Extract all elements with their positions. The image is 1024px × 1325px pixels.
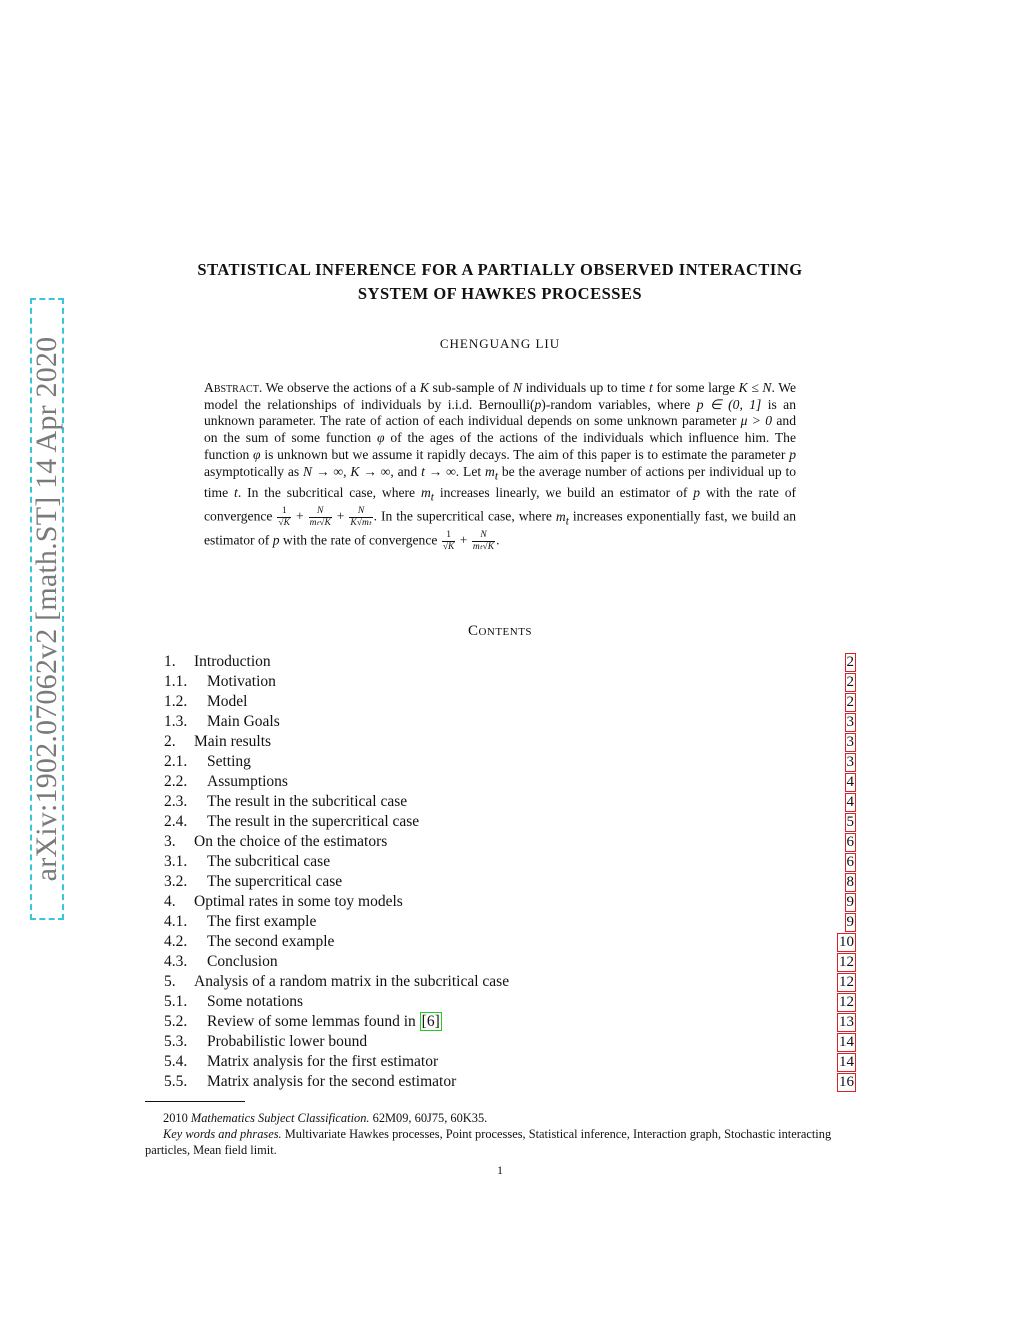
toc-page-link[interactable]: 3 bbox=[846, 714, 854, 730]
toc-page-link[interactable]: 14 bbox=[839, 1054, 854, 1070]
toc-number: 1. bbox=[164, 653, 176, 670]
toc-title: Some notations bbox=[207, 993, 304, 1010]
toc-page-link[interactable]: 12 bbox=[839, 974, 854, 990]
abstract-label: Abstract. bbox=[204, 380, 263, 395]
toc-page-link[interactable]: 8 bbox=[846, 874, 854, 890]
abstract: Abstract. We observe the actions of a K sub-sample of N individuals up to time t for some large K ≤ N. We model the relationships of individuals by i.i.d. Bernoulli(p)-random variables, where p ∈ (0, 1] is an unknown parameter. The rate of action of each individual depends on some unknown parameter μ > 0 and on the sum of some function φ of the ages of the actions of the individuals which influence him. The function φ is unknown but we assume it rapidly decays. The aim of this paper is to estimate the parameter p asymptotically as N → ∞, K → ∞, and t → ∞. Let $m_t$ be the average number of actions per individual up to time t. In the subcritical case, where $m_t$ increases linearly, we build an estimator of p with the rate of convergence $\frac{1}{√K}$ + $\frac{N}{\text{mₜ√K}}$ + $\frac{N}{\text{K√mₜ}}$ . In the supercritical case, where $m_t$ increases exponentially fast, we build an estimator of p with the rate of convergence $\frac{1}{√K}$ + $\frac{N}{\text{mₜ√K}}$ . bbox=[204, 380, 797, 553]
toc-page-link[interactable]: 14 bbox=[839, 1034, 854, 1050]
toc-number: 3.1. bbox=[164, 853, 188, 870]
rate-frac-1: $\frac{1}{√K}$ bbox=[278, 506, 290, 529]
toc-entry[interactable] bbox=[164, 952, 856, 972]
toc-page-link[interactable]: 3 bbox=[846, 734, 854, 750]
footnote bbox=[145, 1110, 857, 1158]
toc-title: Main Goals bbox=[207, 713, 280, 730]
rate-frac-2: $\frac{N}{\text{mₜ√K}}$ bbox=[309, 506, 331, 529]
paper-title bbox=[130, 258, 870, 306]
toc-page-link[interactable]: 12 bbox=[839, 954, 854, 970]
toc-number: 2.4. bbox=[164, 813, 188, 830]
contents-heading: Contents bbox=[467, 623, 533, 639]
toc-entry[interactable] bbox=[164, 852, 856, 872]
citation-link[interactable]: [6] bbox=[421, 1013, 440, 1030]
toc-entry[interactable] bbox=[164, 1052, 856, 1072]
toc-entry[interactable] bbox=[164, 932, 856, 952]
toc-number: 3.2. bbox=[164, 873, 188, 890]
toc-entry[interactable] bbox=[164, 892, 856, 912]
toc-number: 2.3. bbox=[164, 793, 188, 810]
toc-number: 1.3. bbox=[164, 713, 188, 730]
toc-number: 4. bbox=[164, 893, 176, 910]
toc-title: On the choice of the estimators bbox=[194, 833, 388, 850]
toc-entry[interactable] bbox=[164, 912, 856, 932]
toc-page-link[interactable]: 4 bbox=[846, 774, 854, 790]
toc-number: 4.1. bbox=[164, 913, 188, 930]
toc-page-link[interactable]: 9 bbox=[846, 894, 854, 910]
toc-entry[interactable] bbox=[164, 692, 856, 712]
toc-entry[interactable] bbox=[164, 1072, 856, 1092]
toc-page-link[interactable]: 6 bbox=[846, 834, 854, 850]
toc-title: Optimal rates in some toy models bbox=[194, 893, 403, 910]
toc-number: 4.2. bbox=[164, 933, 188, 950]
toc-number: 2.1. bbox=[164, 753, 188, 770]
arxiv-stamp bbox=[30, 298, 64, 920]
author: CHENGUANG LIU bbox=[439, 336, 561, 351]
toc-entry[interactable] bbox=[164, 1012, 856, 1032]
toc-title: The second example bbox=[207, 933, 335, 950]
arxiv-stamp-text: arXiv:1902.07062v2 [math.ST] 14 Apr 2020 bbox=[30, 336, 63, 882]
msc-classification: 2010 Mathematics Subject Classification. 62M09, 60J75, 60K35. bbox=[163, 1111, 488, 1125]
toc-title: Introduction bbox=[194, 653, 271, 670]
toc-number: 5.2. bbox=[164, 1013, 188, 1030]
toc-entry[interactable] bbox=[164, 652, 856, 672]
title-line-1: STATISTICAL INFERENCE FOR A PARTIALLY OBSERVED INTERACTING bbox=[197, 260, 803, 279]
toc-number: 5.1. bbox=[164, 993, 188, 1010]
title-line-2: SYSTEM OF HAWKES PROCESSES bbox=[357, 284, 643, 303]
toc-title: The result in the supercritical case bbox=[207, 813, 420, 830]
toc-entry[interactable] bbox=[164, 972, 856, 992]
toc-number: 4.3. bbox=[164, 953, 188, 970]
table-of-contents bbox=[164, 652, 856, 1092]
toc-number: 5.5. bbox=[164, 1073, 188, 1090]
toc-entry[interactable] bbox=[164, 1032, 856, 1052]
toc-title: Setting bbox=[207, 753, 251, 770]
rate-frac-4: $\frac{1}{√K}$ bbox=[442, 530, 455, 553]
toc-number: 2. bbox=[164, 733, 176, 750]
toc-page-link[interactable]: 12 bbox=[839, 994, 854, 1010]
toc-page-link[interactable]: 2 bbox=[846, 654, 854, 670]
toc-page-link[interactable]: 13 bbox=[839, 1014, 854, 1030]
toc-page-link[interactable]: 2 bbox=[846, 694, 854, 710]
toc-title: The subcritical case bbox=[207, 853, 331, 870]
toc-number: 1.2. bbox=[164, 693, 188, 710]
toc-entry[interactable] bbox=[164, 792, 856, 812]
toc-page-link[interactable]: 6 bbox=[846, 854, 854, 870]
toc-page-link[interactable]: 9 bbox=[846, 914, 854, 930]
toc-number: 5.3. bbox=[164, 1033, 188, 1050]
toc-title: Matrix analysis for the first estimator bbox=[207, 1053, 439, 1070]
toc-page-link[interactable]: 16 bbox=[839, 1074, 854, 1090]
keywords: Key words and phrases. Multivariate Hawkes processes, Point processes, Statistical inference, Interaction graph, Stochastic interacting particles, Mean field limit. bbox=[145, 1127, 832, 1157]
toc-page-link[interactable]: 2 bbox=[846, 674, 854, 690]
toc-title: Review of some lemmas found in bbox=[207, 1013, 416, 1030]
toc-entry[interactable] bbox=[164, 812, 856, 832]
toc-entry[interactable] bbox=[164, 672, 856, 692]
toc-title: Motivation bbox=[207, 673, 276, 690]
toc-title: The result in the subcritical case bbox=[207, 793, 408, 810]
toc-title: Conclusion bbox=[207, 953, 278, 970]
toc-title: Probabilistic lower bound bbox=[207, 1033, 368, 1050]
toc-title: Matrix analysis for the second estimator bbox=[207, 1073, 457, 1090]
toc-page-link[interactable]: 10 bbox=[839, 934, 854, 950]
toc-title: The supercritical case bbox=[207, 873, 343, 890]
toc-title: Model bbox=[207, 693, 248, 710]
toc-entry[interactable] bbox=[164, 992, 856, 1012]
rate-frac-5: $\frac{N}{\text{mₜ√K}}$ bbox=[472, 530, 495, 553]
toc-number: 3. bbox=[164, 833, 176, 850]
toc-entry[interactable] bbox=[164, 752, 856, 772]
toc-number: 2.2. bbox=[164, 773, 188, 790]
toc-entry[interactable] bbox=[164, 732, 856, 752]
toc-page-link[interactable]: 3 bbox=[846, 754, 854, 770]
toc-title: Analysis of a random matrix in the subcritical case bbox=[194, 973, 510, 990]
toc-page-link[interactable]: 4 bbox=[846, 794, 854, 810]
page-number: 1 bbox=[497, 1163, 503, 1177]
toc-entry[interactable] bbox=[164, 832, 856, 852]
toc-entry[interactable] bbox=[164, 712, 856, 732]
toc-page-link[interactable]: 5 bbox=[846, 814, 854, 830]
toc-title: The first example bbox=[207, 913, 317, 930]
toc-number: 5.4. bbox=[164, 1053, 188, 1070]
toc-number: 5. bbox=[164, 973, 176, 990]
toc-title: Main results bbox=[194, 733, 272, 750]
toc-number: 1.1. bbox=[164, 673, 188, 690]
toc-title: Assumptions bbox=[207, 773, 288, 790]
rate-frac-3: $\frac{N}{\text{K√mₜ}}$ bbox=[350, 506, 372, 529]
toc-entry[interactable] bbox=[164, 772, 856, 792]
footnote-rule bbox=[145, 1101, 245, 1102]
toc-entry[interactable] bbox=[164, 872, 856, 892]
